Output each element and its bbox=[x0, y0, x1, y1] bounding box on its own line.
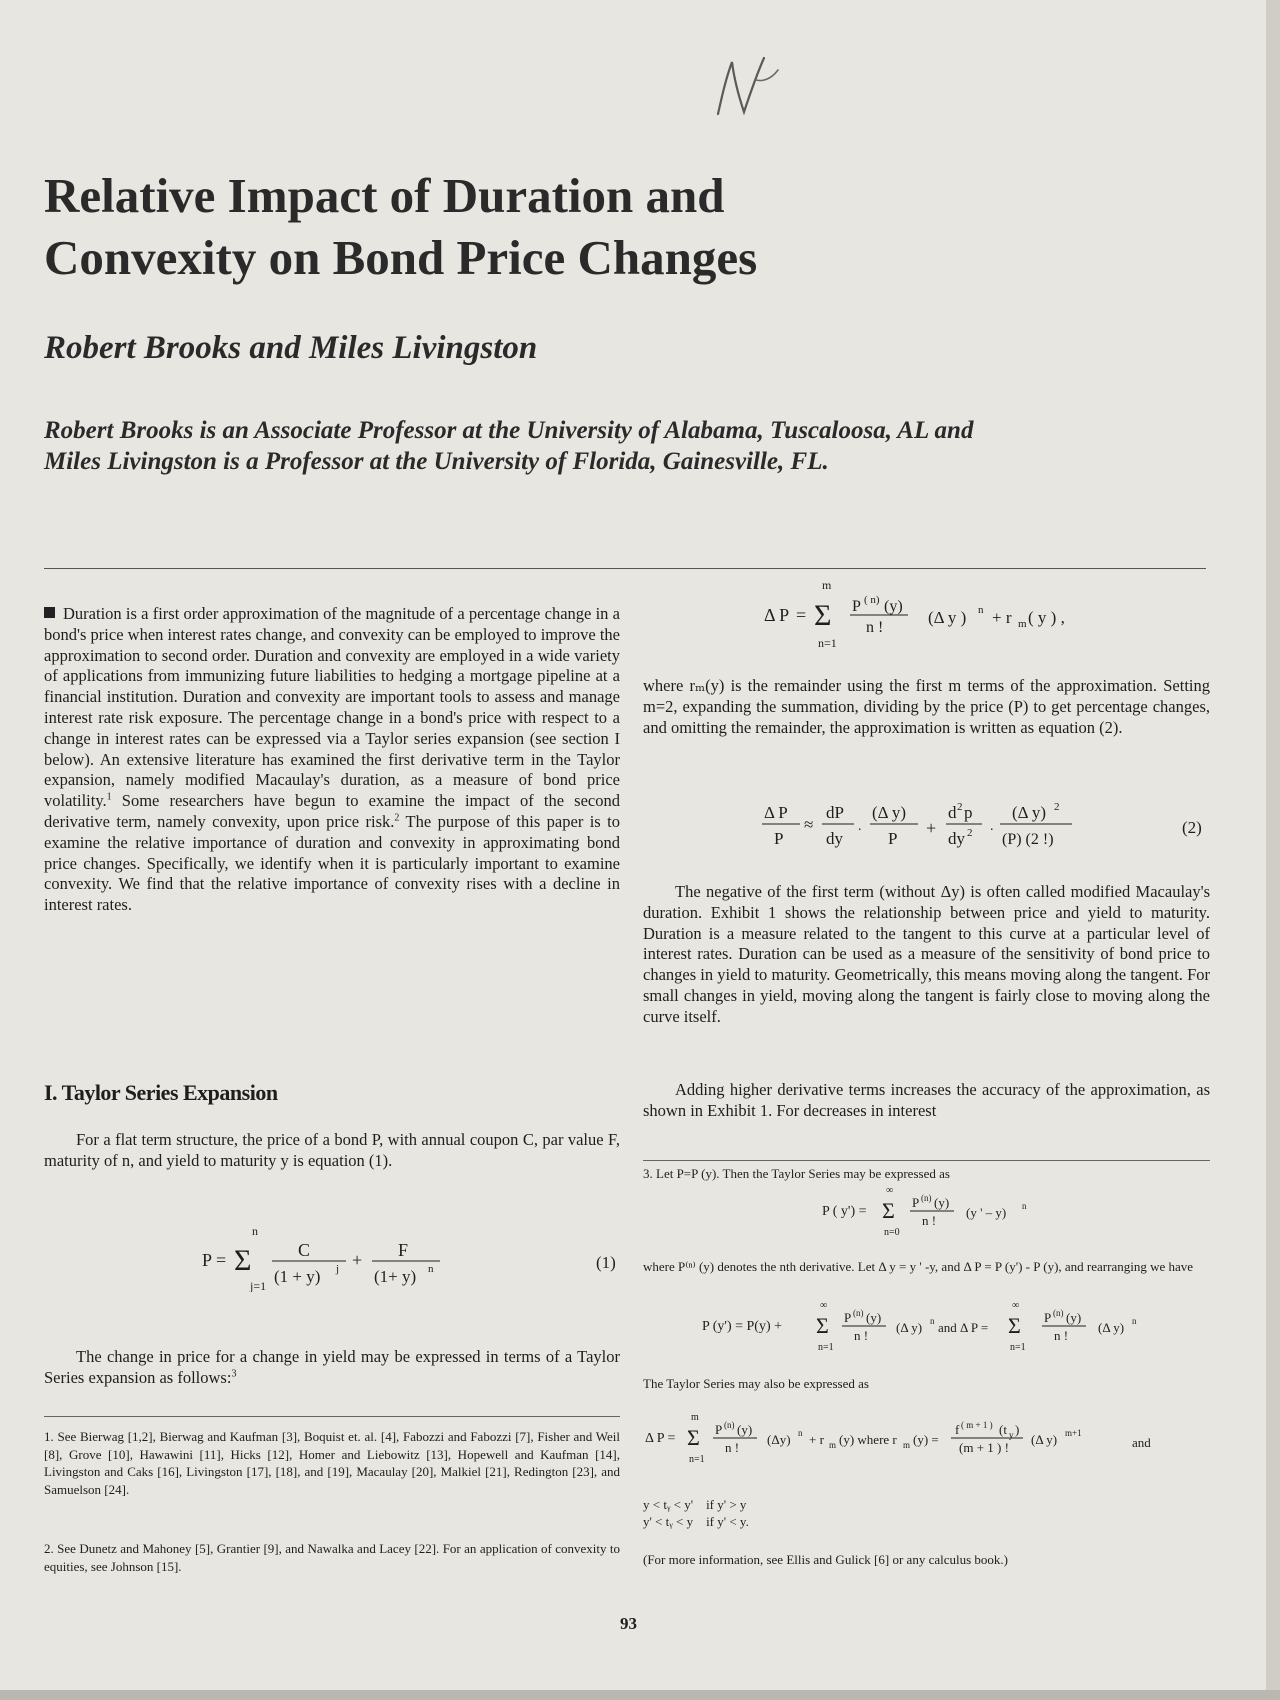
svg-text:2: 2 bbox=[1054, 801, 1060, 813]
title-line-2: Convexity on Bond Price Changes bbox=[44, 230, 758, 285]
equation-2-number: (2) bbox=[1182, 818, 1202, 837]
svg-text:(y): (y) bbox=[884, 598, 903, 615]
authors: Robert Brooks and Miles Livingston bbox=[44, 330, 538, 366]
affiliation-line-2: Miles Livingston is a Professor at the University of Florida, Gainesville, FL. bbox=[44, 448, 829, 475]
affiliation-line-1: Robert Brooks is an Associate Professor at the University of Alabama, Tuscaloosa, AL and bbox=[44, 417, 974, 444]
svg-text:P: P bbox=[912, 1195, 920, 1210]
svg-text:F: F bbox=[398, 1240, 409, 1260]
svg-text:+ r: + r bbox=[992, 608, 1012, 627]
svg-text:(Δ y): (Δ y) bbox=[1012, 803, 1047, 822]
svg-text:Δ P: Δ P bbox=[764, 803, 788, 822]
svg-text:Σ: Σ bbox=[687, 1425, 700, 1450]
svg-text:n: n bbox=[252, 1224, 258, 1238]
svg-text:n=1: n=1 bbox=[818, 1342, 834, 1353]
scan-edge bbox=[1266, 0, 1280, 1700]
svg-text:m: m bbox=[822, 578, 832, 592]
svg-text:=: = bbox=[216, 1250, 227, 1270]
svg-text:∞: ∞ bbox=[1012, 1300, 1020, 1311]
svg-text:P ( y') =: P ( y') = bbox=[822, 1204, 867, 1219]
footnote-3-more-text: (For more information, see Ellis and Gulick [6] or any calculus book.) bbox=[643, 1552, 1008, 1567]
svg-text:(y): (y) bbox=[1066, 1310, 1082, 1325]
svg-text:+ r: + r bbox=[809, 1432, 824, 1447]
svg-text:Σ: Σ bbox=[814, 599, 832, 632]
svg-text:P: P bbox=[852, 598, 861, 615]
svg-text:(Δ y): (Δ y) bbox=[872, 803, 907, 822]
title-line-1: Relative Impact of Duration and bbox=[44, 168, 725, 223]
svg-text:≈: ≈ bbox=[804, 815, 814, 834]
footnote-3-equation-c bbox=[643, 1410, 1163, 1470]
footnote-3 bbox=[643, 1165, 1210, 1183]
taylor-equation-drawing bbox=[760, 575, 1100, 655]
svg-text:(Δ y): (Δ y) bbox=[896, 1320, 923, 1335]
footnote-3-inequality-2: y' < tᵧ < y if y' < y. bbox=[643, 1514, 749, 1529]
footnote-3-where bbox=[643, 1258, 1210, 1276]
equation-2 bbox=[760, 790, 1100, 860]
svg-text:=: = bbox=[796, 605, 807, 625]
svg-text:∞: ∞ bbox=[886, 1185, 894, 1196]
svg-text:dy: dy bbox=[948, 829, 965, 848]
footnote-1-text: 1. See Bierwag [1,2], Bierwag and Kaufman [3], Boquist et. al. [4], Fabozzi and Fabozzi [7], Fisher and Weil [8], Grove [10], Hawawini [11], Hicks [12], Homer and Liebowitz [13], Hopewell and Kaufman [14], Livingston and Caks [16], Livingston [17], [18], and [19], Macaulay [20], Malkiel [21], Redington [23], and Samuelson [24]. bbox=[44, 1429, 620, 1497]
svg-text:( m + 1 ): ( m + 1 ) bbox=[961, 1420, 993, 1430]
footnote-ref-1[interactable]: 1 bbox=[106, 791, 112, 803]
svg-text:P: P bbox=[202, 1250, 213, 1270]
affiliation bbox=[44, 415, 1204, 477]
svg-text:(Δ y): (Δ y) bbox=[1098, 1320, 1125, 1335]
svg-text:(n): (n) bbox=[853, 1308, 864, 1318]
svg-text:): ) bbox=[1015, 1422, 1020, 1437]
svg-text:(n): (n) bbox=[724, 1420, 735, 1430]
svg-text:m+1: m+1 bbox=[1065, 1428, 1082, 1438]
svg-text:(y ' – y): (y ' – y) bbox=[966, 1205, 1007, 1220]
svg-text:n: n bbox=[1132, 1316, 1137, 1326]
footnote-3-also-text: The Taylor Series may also be expressed as bbox=[643, 1376, 869, 1391]
svg-text:n=1: n=1 bbox=[1010, 1342, 1026, 1353]
svg-text:m: m bbox=[691, 1412, 699, 1423]
footnote-3-equation-b-drawing bbox=[700, 1298, 1160, 1358]
equation-2-drawing bbox=[760, 790, 1100, 860]
footnote-3-intro: 3. Let P=P (y). Then the Taylor Series may be expressed as bbox=[643, 1166, 950, 1181]
footnote-3-equation-c-drawing bbox=[643, 1410, 1163, 1470]
svg-text:( n): ( n) bbox=[864, 594, 880, 606]
svg-text:( y ) ,: ( y ) , bbox=[1028, 608, 1065, 627]
footnote-1 bbox=[44, 1428, 620, 1498]
intro-text-a: Duration is a first order approximation of the magnitude of a percentage change in a bond's price when interest rates change, and convexity can be employed to improve the approximation to second order. Duration and convexity are employed in a wide variety of applications from immunizing future liabilities to hedging a mortgage pipeline at a financial institution. Duration and convexity are important tools to assess and manage interest rate risk exposure. The percentage change in a bond's price with respect to a change in interest rates can be expressed via a Taylor series expansion (see section I below). An extensive literature has examined the first derivative term in the Taylor expansion, namely modified Macaulay's duration, as a measure of bond price volatility. bbox=[44, 604, 620, 811]
higher-terms-text: Adding higher derivative terms increases the accuracy of the approximation, as shown in Exhibit 1. For decreases in interest bbox=[643, 1080, 1210, 1120]
bullet-square-icon bbox=[44, 607, 55, 618]
svg-text:Σ: Σ bbox=[816, 1313, 829, 1338]
equation-1 bbox=[200, 1222, 500, 1292]
svg-text:and Δ P =: and Δ P = bbox=[938, 1320, 989, 1335]
svg-text:(y): (y) bbox=[866, 1310, 882, 1325]
svg-text:(y): (y) bbox=[934, 1195, 950, 1210]
svg-text:(1+ y): (1+ y) bbox=[374, 1267, 417, 1286]
svg-text:(1 + y): (1 + y) bbox=[274, 1267, 321, 1286]
svg-text:n !: n ! bbox=[1054, 1328, 1069, 1343]
svg-text:(Δy): (Δy) bbox=[767, 1432, 791, 1447]
svg-text:n=1: n=1 bbox=[818, 636, 837, 650]
svg-text:n=0: n=0 bbox=[884, 1227, 900, 1238]
svg-text:Δ P: Δ P bbox=[764, 605, 790, 625]
footnote-3-inequality-1: y < tᵧ < y' if y' > y bbox=[643, 1497, 747, 1512]
svg-text:y: y bbox=[1009, 1430, 1014, 1440]
svg-text:(n): (n) bbox=[1053, 1308, 1064, 1318]
svg-text:n !: n ! bbox=[922, 1213, 937, 1228]
footnote-3-where-text: where P⁽ⁿ⁾ (y) denotes the nth derivative. Let Δ y = y ' -y, and Δ P = P (y') - P (y), and rearranging we have bbox=[643, 1259, 1194, 1274]
svg-text:m: m bbox=[1018, 618, 1027, 630]
svg-text:n !: n ! bbox=[866, 619, 884, 636]
svg-text:.: . bbox=[990, 819, 994, 834]
header-rule bbox=[44, 568, 1206, 569]
section-heading: I. Taylor Series Expansion bbox=[44, 1080, 278, 1105]
svg-text:m: m bbox=[829, 1440, 837, 1450]
footnote-ref-2[interactable]: 2 bbox=[394, 812, 400, 824]
footnote-3-also bbox=[643, 1375, 1210, 1393]
footnote-rule-right bbox=[643, 1160, 1210, 1161]
svg-text:n: n bbox=[428, 1263, 434, 1275]
article-title bbox=[44, 165, 1044, 289]
footnote-3-equation-b bbox=[700, 1298, 1160, 1358]
svg-text:j: j bbox=[336, 1263, 340, 1275]
svg-text:n: n bbox=[978, 604, 984, 616]
footnote-ref-3[interactable]: 3 bbox=[231, 1368, 237, 1380]
svg-text:dy: dy bbox=[826, 829, 843, 848]
intro-text-b: Some researchers have begun to examine the impact of the second derivative term, namely convexity, upon price risk. bbox=[44, 791, 620, 831]
remainder-paragraph bbox=[643, 676, 1210, 738]
svg-text:P: P bbox=[844, 1310, 852, 1325]
svg-text:C: C bbox=[298, 1240, 311, 1260]
equation-1-drawing bbox=[200, 1222, 500, 1292]
intro-paragraph bbox=[44, 604, 620, 916]
footnote-2 bbox=[44, 1540, 620, 1575]
svg-text:Σ: Σ bbox=[882, 1198, 895, 1223]
svg-text:(P) (2 !): (P) (2 !) bbox=[1002, 831, 1054, 848]
svg-text:P: P bbox=[774, 829, 784, 848]
duration-text: The negative of the first term (without Δy) is often called modified Macaulay's duration. Exhibit 1 shows the relationship between price and yield to maturity. Duration is a measure related to the tangent to this curve at a particular level of interest rates. Duration can be used as a measure of the sensitivity of bond price to changes in yield to maturity. Geometrically, this means moving along the tangent. For small changes in yield, moving along the tangent is fairly close to moving along the curve itself. bbox=[643, 882, 1210, 1026]
svg-text:2: 2 bbox=[957, 801, 963, 813]
higher-terms-paragraph bbox=[643, 1080, 1210, 1122]
taylor-equation bbox=[760, 575, 1100, 655]
equation-1-number: (1) bbox=[596, 1253, 616, 1272]
svg-text:n !: n ! bbox=[725, 1440, 740, 1455]
footnote-3-equation-a-drawing bbox=[820, 1183, 1060, 1243]
svg-text:n !: n ! bbox=[854, 1328, 869, 1343]
remainder-text: where rₘ(y) is the remainder using the first m terms of the approximation. Setting m=2, expanding the summation, dividing by the price (P) to get percentage changes, and omitting the remainder, the approximation is written as equation (2). bbox=[643, 676, 1210, 737]
svg-text:P (y') = P(y) +: P (y') = P(y) + bbox=[702, 1319, 783, 1334]
taylor-intro-text: The change in price for a change in yield may be expressed in terms of a Taylor Series expansion as follows: bbox=[44, 1347, 620, 1387]
svg-text:+: + bbox=[352, 1250, 363, 1270]
svg-text:f: f bbox=[955, 1422, 960, 1437]
page-number: 93 bbox=[620, 1614, 637, 1633]
bond-price-paragraph bbox=[44, 1130, 620, 1172]
footnote-rule-left bbox=[44, 1416, 620, 1417]
taylor-intro-paragraph bbox=[44, 1347, 620, 1389]
intro-text-c: The purpose of this paper is to examine the relative importance of duration and convexity in approximating bond price changes. Specifically, we identify when it is particularly important to examine convexity. We find that the relative importance of convexity rises with a decline in interest rates. bbox=[44, 811, 620, 915]
svg-text:P: P bbox=[715, 1422, 723, 1437]
svg-text:∞: ∞ bbox=[820, 1300, 828, 1311]
svg-text:.: . bbox=[858, 819, 862, 834]
svg-text:(m + 1 ) !: (m + 1 ) ! bbox=[959, 1440, 1009, 1455]
handwritten-mark bbox=[712, 48, 792, 128]
svg-text:P: P bbox=[888, 829, 898, 848]
svg-text:(Δ y ): (Δ y ) bbox=[928, 608, 967, 627]
svg-text:(y) where r: (y) where r bbox=[839, 1432, 897, 1447]
svg-text:(y): (y) bbox=[737, 1422, 753, 1437]
svg-text:Σ: Σ bbox=[234, 1244, 252, 1277]
svg-text:P: P bbox=[1044, 1310, 1052, 1325]
svg-text:n=1: n=1 bbox=[689, 1454, 705, 1465]
svg-text:Σ: Σ bbox=[1008, 1313, 1021, 1338]
svg-text:m: m bbox=[903, 1440, 911, 1450]
duration-paragraph bbox=[643, 882, 1210, 1028]
svg-text:(Δ y): (Δ y) bbox=[1031, 1432, 1058, 1447]
svg-text:j=1: j=1 bbox=[250, 1279, 267, 1292]
svg-text:p: p bbox=[964, 803, 973, 822]
svg-text:Δ P =: Δ P = bbox=[645, 1431, 676, 1446]
footnote-3-equation-a bbox=[820, 1183, 1060, 1243]
svg-text:+: + bbox=[926, 818, 937, 838]
footnote-3-and: and bbox=[1132, 1435, 1151, 1450]
svg-text:(n): (n) bbox=[921, 1193, 932, 1203]
svg-text:(y) =: (y) = bbox=[913, 1432, 939, 1447]
svg-text:n: n bbox=[1022, 1201, 1027, 1211]
svg-text:dP: dP bbox=[826, 803, 844, 822]
svg-text:(t: (t bbox=[999, 1422, 1007, 1437]
handwritten-mark-drawing bbox=[712, 48, 792, 128]
svg-text:d: d bbox=[948, 803, 957, 822]
footnote-3-more bbox=[643, 1551, 1210, 1569]
svg-text:n: n bbox=[798, 1428, 803, 1438]
svg-text:n: n bbox=[930, 1316, 935, 1326]
svg-text:2: 2 bbox=[967, 827, 973, 839]
bond-price-text: For a flat term structure, the price of a bond P, with annual coupon C, par value F, maturity of n, and yield to maturity y is equation (1). bbox=[44, 1130, 620, 1170]
footnote-2-text: 2. See Dunetz and Mahoney [5], Grantier [9], and Nawalka and Lacey [22]. For an application of convexity to equities, see Johnson [15]. bbox=[44, 1541, 620, 1574]
scan-edge-bottom bbox=[0, 1690, 1280, 1700]
